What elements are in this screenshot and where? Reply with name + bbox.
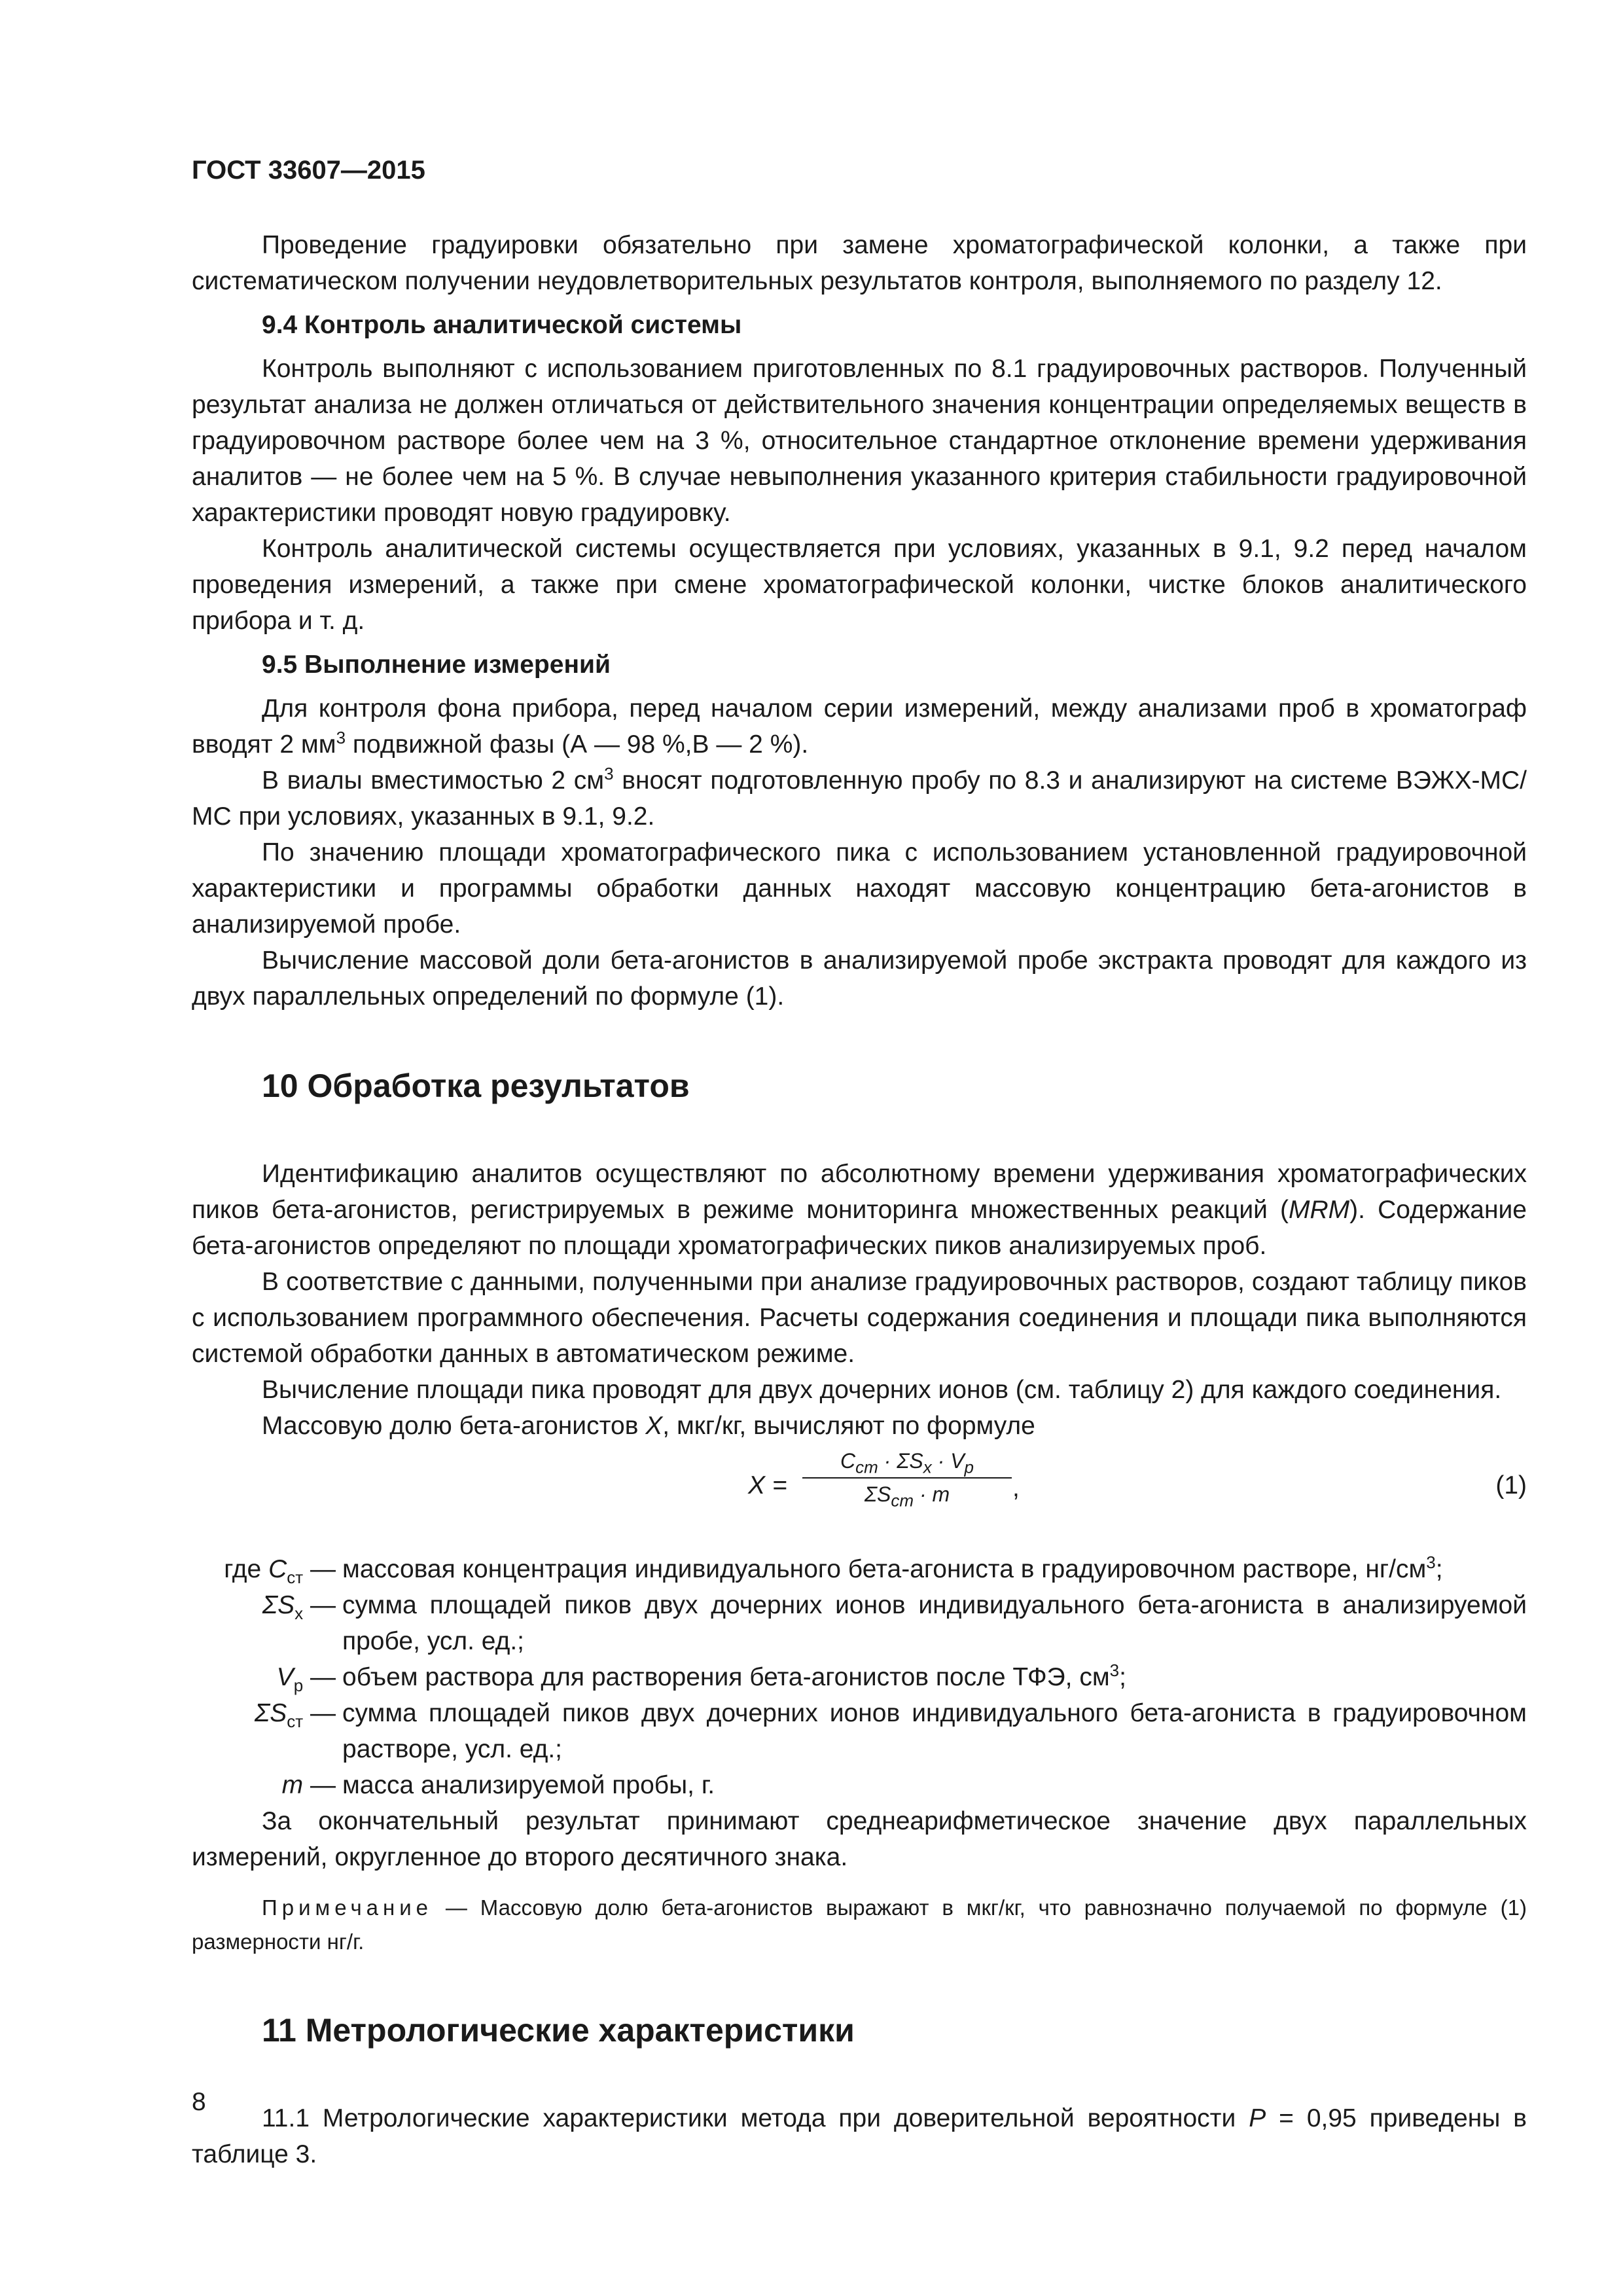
definition-item: где $C_{ст}$ — массовая концентрация индивидуального бета-агониста в градуировочном растворе, $нг/см^3$; xyxy=(224,1552,1443,1587)
formula-lhs: X = xyxy=(748,1471,787,1499)
variable-definitions xyxy=(192,1551,1527,1803)
paragraph-11-1: 11.1 Метрологические характеристики метода при доверительной вероятности P = 0,95 приведены в таблице 3. xyxy=(192,2104,1527,2168)
paragraph-intro: Проведение градуировки обязательно при замене хроматографической колонки, а также при систематическом получении неудовлетворительных результатов контроля, выполняемого по разделу 12. xyxy=(192,231,1527,295)
paragraph-10-5: За окончательный результат принимают среднеарифметическое значение двух параллельных измерений, округленное до второго десятичного знака. xyxy=(192,1807,1527,1871)
note-label: Примечание xyxy=(262,1895,433,1920)
paragraph-9-5-2: В виалы вместимостью 2 $см^3$ вносят подготовленную пробу по 8.3 и анализируют на системе ВЭЖХ-МС/МС при условиях, указанных в 9.1, 9.2. xyxy=(192,764,1527,831)
subsection-title-9-5: 9.5 Выполнение измерений xyxy=(262,651,611,679)
definition-item: m — масса анализируемой пробы, г. xyxy=(281,1771,715,1799)
section-title-10: 10 Обработка результатов xyxy=(262,1067,690,1104)
page-number: 8 xyxy=(192,2088,206,2116)
note xyxy=(192,1891,1527,1959)
paragraph-10-2: В соответствие с данными, полученными при анализе градуировочных растворов, создают таблицу пиков с использованием программного обеспечения. Расчеты содержания соединения и площади пика выполняются системой обработки данных в автоматическом режиме. xyxy=(192,1268,1527,1368)
paragraph-9-5-1: Для контроля фона прибора, перед началом серии измерений, между анализами проб в хроматограф вводят 2 $мм^3$ подвижной фазы (А — 98 %,В — 2 %). xyxy=(192,694,1527,759)
document-page xyxy=(192,156,1527,2172)
paragraph-9-4-2: Контроль аналитической системы осуществляется при условиях, указанных в 9.1, 9.2 перед началом проведения измерений, а также при смене хроматографической колонки, чистке блоков аналитического прибора и т. д. xyxy=(192,535,1527,635)
paragraph-10-1: Идентификацию аналитов осуществляют по абсолютному времени удерживания хроматографических пиков бета-агонистов, регистрируемых в режиме мониторинга множественных реакций (MRM). Содержание бета-агонистов определяют по площади хроматографических пиков анализируемых проб. xyxy=(192,1160,1527,1260)
subsection-title-9-4: 9.4 Контроль аналитической системы xyxy=(262,311,742,339)
paragraph-10-4: Массовую долю бета-агонистов X, мкг/кг, вычисляют по формуле xyxy=(262,1412,1035,1440)
paragraph-9-5-3: По значению площади хроматографического пика с использованием установленной градуировочной характеристики и программы обработки данных находят массовую концентрацию бета-агонистов в анализируемой пробе. xyxy=(192,838,1527,939)
definition-item: $\Sigma S_x$ — сумма площадей пиков двух дочерних ионов индивидуального бета-агониста в анализируемой пробе, усл. ед.; xyxy=(262,1591,1527,1655)
formula-numerator: $C_{ст} \cdot \Sigma S_x \cdot V_р$ xyxy=(802,1449,1012,1479)
definition-item: $\Sigma S_{ст}$ — сумма площадей пиков двух дочерних ионов индивидуального бета-агониста в градуировочном растворе, усл. ед.; xyxy=(254,1699,1527,1763)
note-text: — Массовую долю бета-агонистов выражают в мкг/кг, что равнозначно получаемой по формуле (1) размерности нг/г. xyxy=(192,1895,1527,1954)
formula-number: (1) xyxy=(1495,1471,1527,1499)
section-title-11: 11 Метрологические характеристики xyxy=(262,2012,855,2049)
definition-item: $V_р$ — объем раствора для растворения бета-агонистов после ТФЭ, $см^3$; xyxy=(276,1660,1126,1695)
formula-comma: , xyxy=(1012,1474,1020,1502)
formula-denominator: $\Sigma S_{ст} \cdot m$ xyxy=(864,1482,950,1511)
formula-1 xyxy=(192,1449,1527,1528)
standard-header: ГОСТ 33607—2015 xyxy=(192,156,425,185)
paragraph-9-4-1: Контроль выполняют с использованием приготовленных по 8.1 градуировочных растворов. Полученный результат анализа не должен отличаться от действительного значения концентрации определяемых веществ в градуировочном растворе более чем на 3 %, относительное стандартное отклонение времени удерживания аналитов — не более чем на 5 %. В случае невыполнения указанного критерия стабильности градуировочной характеристики проводят новую градуировку. xyxy=(192,355,1527,527)
paragraph-9-5-4: Вычисление массовой доли бета-агонистов в анализируемой пробе экстракта проводят для каждого из двух параллельных определений по формуле (1). xyxy=(192,946,1527,1011)
formula-fraction xyxy=(802,1449,1012,1511)
paragraph-10-3: Вычисление площади пика проводят для двух дочерних ионов (см. таблицу 2) для каждого соединения. xyxy=(262,1376,1502,1404)
